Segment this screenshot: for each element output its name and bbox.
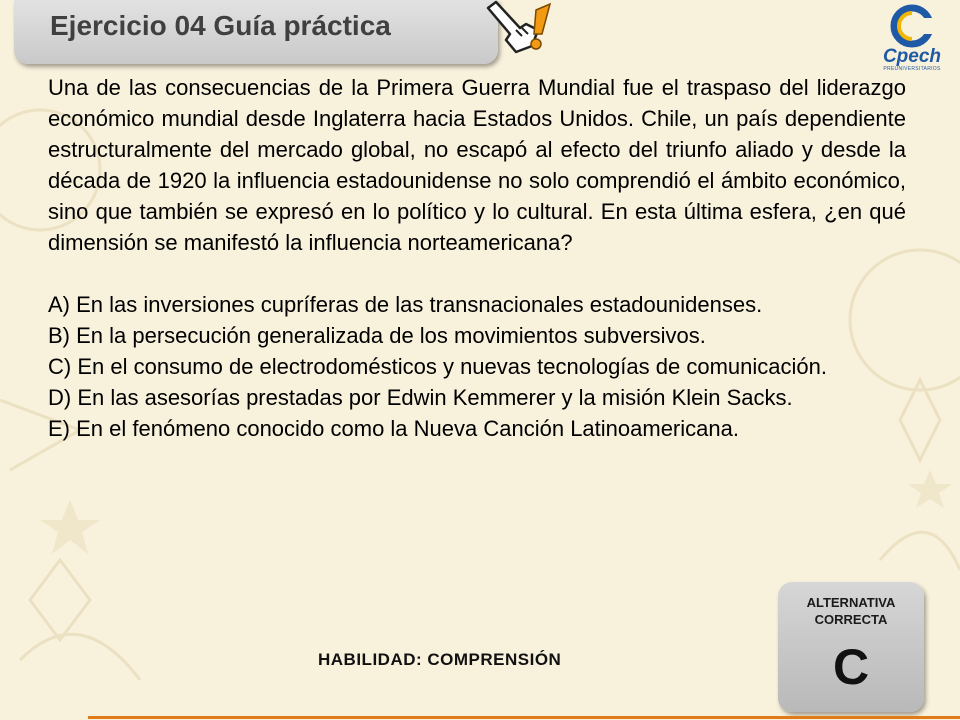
logo-subtitle: PREUNIVERSITARIOS — [883, 66, 941, 72]
cpech-logo — [872, 4, 952, 76]
option-c: C) En el consumo de electrodomésticos y nuevas tecnologías de comunicación. — [48, 354, 827, 379]
answer-label-line1: ALTERNATIVA — [806, 595, 896, 610]
correct-answer-box — [778, 582, 924, 712]
skill-label: HABILIDAD: COMPRENSIÓN — [318, 650, 562, 669]
question-text: Una de las consecuencias de la Primera Guerra Mundial fue el traspaso del liderazgo económico mundial desde Inglaterra hacia Estados Unidos. Chile, un país dependiente estructuralmente del mercado global, no escapó al efecto del triunfo aliado y desde la década de 1920 la influencia estadounidense no solo comprendió el ámbito económico, sino que también se expresó en lo político y lo cultural. En esta última esfera, ¿en qué dimensión se manifestó la influencia norteamericana? — [48, 75, 906, 255]
options-list — [48, 289, 906, 444]
pointing-hand-icon — [480, 0, 560, 70]
page-title: Ejercicio 04 Guía práctica — [50, 10, 391, 41]
cpech-logo-icon — [872, 4, 952, 48]
title-banner — [14, 0, 498, 64]
option-a: A) En las inversiones cupríferas de las transnacionales estadounidenses. — [48, 292, 763, 317]
answer-label-line2: CORRECTA — [814, 612, 888, 627]
question-content — [48, 72, 906, 444]
option-d: D) En las asesorías prestadas por Edwin Kemmerer y la misión Klein Sacks. — [48, 385, 793, 410]
option-b: B) En la persecución generalizada de los movimientos subversivos. — [48, 323, 706, 348]
answer-label — [778, 594, 924, 628]
bottom-divider — [88, 716, 960, 719]
logo-wordmark: Cpech — [882, 46, 942, 67]
answer-letter: C — [832, 639, 870, 695]
option-e: E) En el fenómeno conocido como la Nueva Canción Latinoamericana. — [48, 416, 739, 441]
